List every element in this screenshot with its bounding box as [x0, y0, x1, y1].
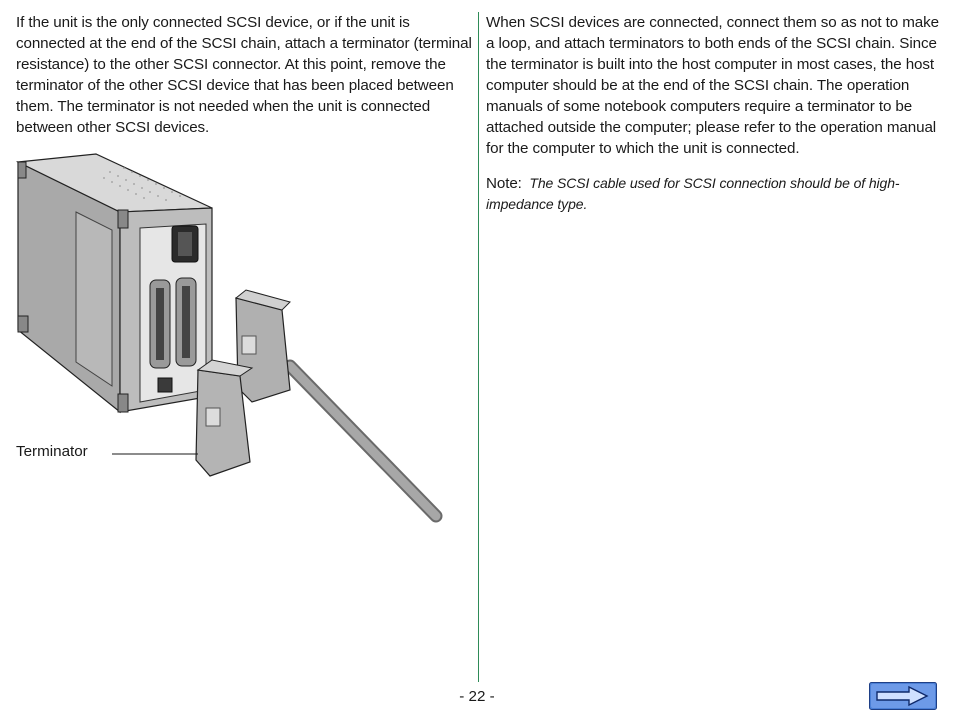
unit-side-inset [76, 212, 112, 386]
unit-foot [118, 394, 128, 412]
next-page-button[interactable] [869, 682, 937, 710]
note-label: Note: [486, 175, 522, 192]
page-number: - 22 - [459, 688, 495, 705]
right-column [486, 12, 942, 215]
unit-foot [18, 316, 28, 332]
terminator-label: Terminator [16, 443, 88, 460]
left-paragraph: If the unit is the only connected SCSI device, or if the unit is connected at the end of the SCSI chain, attach a terminator (terminal resistance) to the other SCSI connector. At this point, remove the terminator of the other SCSI device that has been placed between them. The terminator is not needed when the unit is connected between other SCSI devices. [16, 14, 472, 136]
unit-foot [18, 162, 26, 178]
column-divider [478, 12, 479, 682]
note-text: The SCSI cable used for SCSI connection should be of high-impedance type. [486, 175, 900, 212]
scsi-unit-illustration [0, 150, 470, 540]
note [486, 173, 942, 215]
unit-foot [118, 210, 128, 228]
left-column [16, 12, 472, 138]
right-paragraph: When SCSI devices are connected, connect them so as not to make a loop, and attach terminators to both ends of the SCSI chain. Since the terminator is built into the host computer in most cases, the host computer should be at the end of the SCSI chain. The operation manuals of some notebook computers require a terminator to be attached outside the computer; please refer to the operation manual for the computer to which the unit is connected. [486, 14, 939, 157]
id-switch [158, 378, 172, 392]
right-arrow-icon [869, 682, 937, 710]
